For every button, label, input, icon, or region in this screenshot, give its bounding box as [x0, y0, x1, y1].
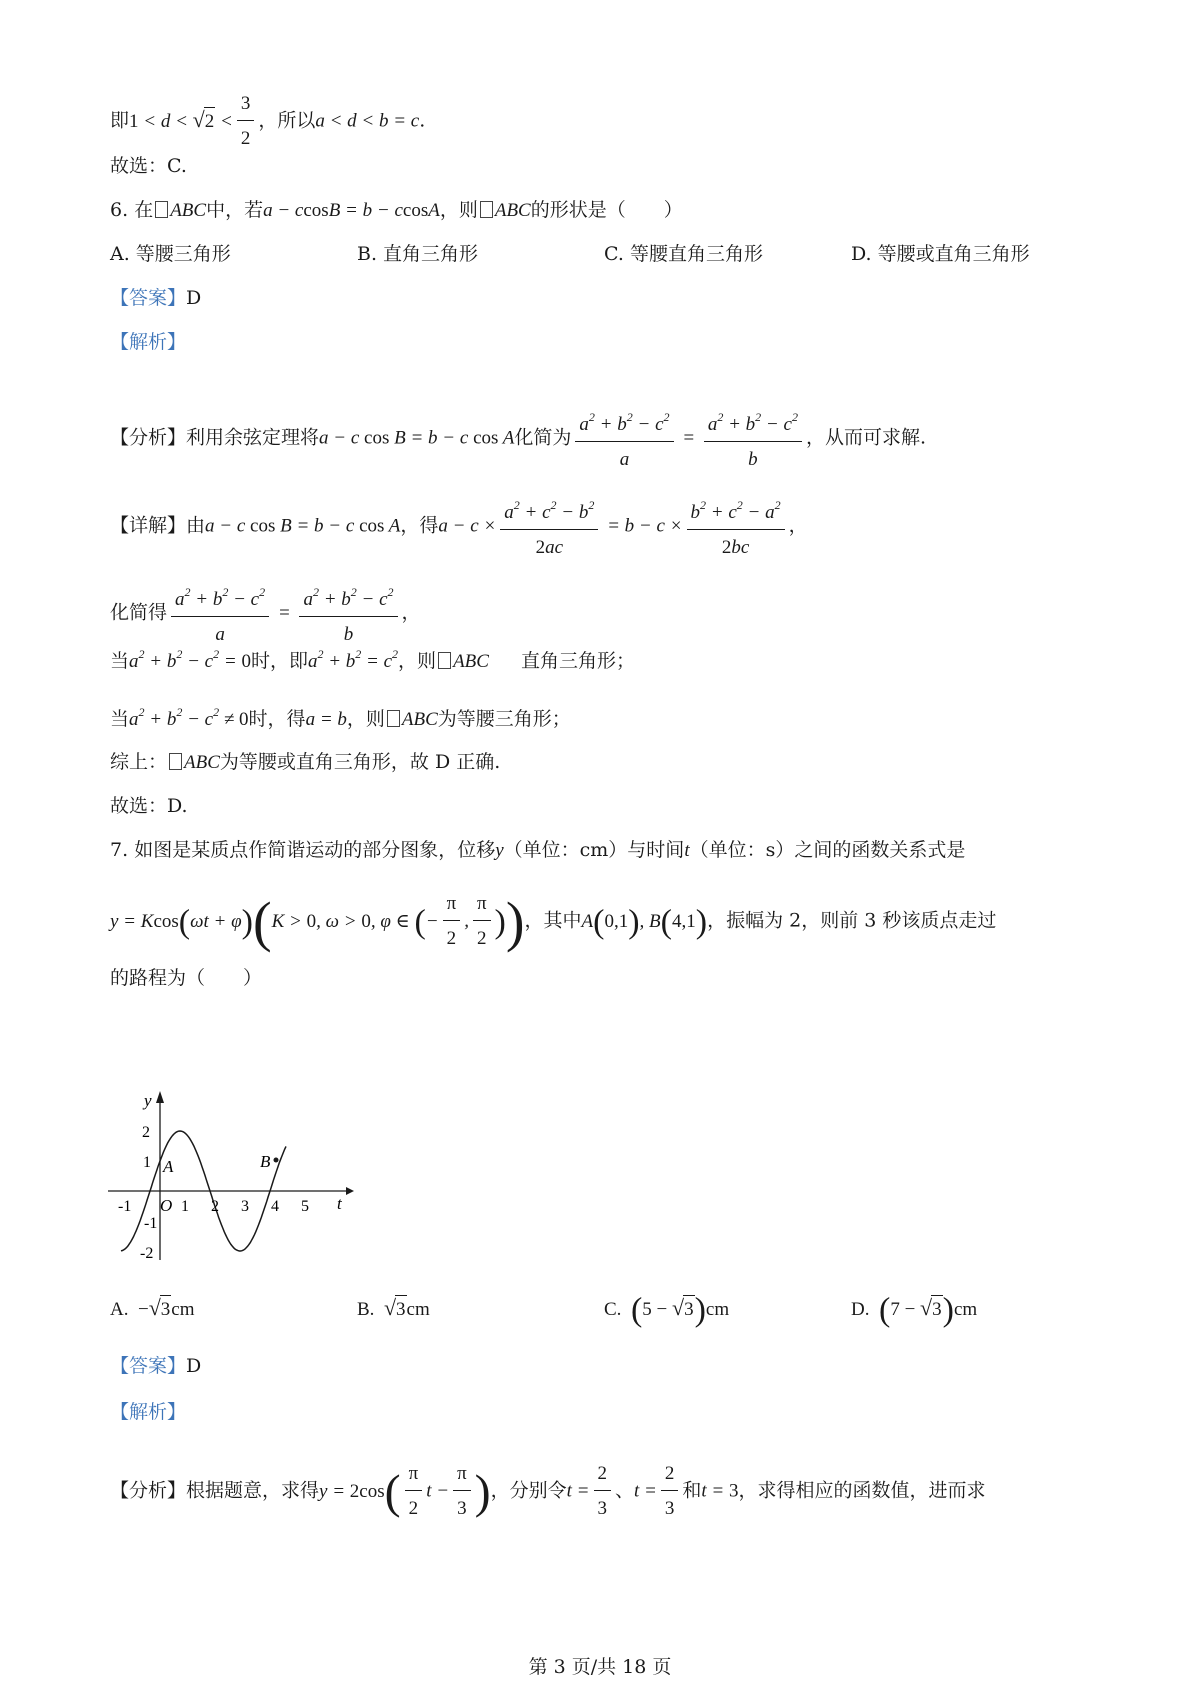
- triangle-symbol: [438, 652, 451, 669]
- x-axis-arrow: [346, 1187, 354, 1195]
- x-tick-minus-1: -1: [118, 1198, 132, 1215]
- x-tick-3: 3: [241, 1198, 249, 1215]
- q6-option-a: A. 等腰三角形: [110, 243, 231, 265]
- q7-option-d: D. (7 − √3)cm: [851, 1291, 978, 1329]
- xiangjie-6: 【详解】由a − c cos B = b − c cos A，得a − c × $\frac{a^2 + c^2 - b^2}{2ac}$ = b − c × $\frac{b^2 + c^2 - a^2}{2bc}$ ，: [110, 493, 808, 560]
- y-axis-arrow: [156, 1091, 164, 1103]
- simplify-line: 化简得 $\frac{a^2 + b^2 - c^2}{a}$ = $\frac{a^2 + b^2 - c^2}{b}$ ，: [110, 580, 421, 647]
- y-axis-label: y: [144, 1091, 152, 1110]
- q7-option-b: B. √3cm: [357, 1294, 430, 1324]
- point-a-label: A: [163, 1157, 174, 1176]
- question-7-line-3: 的路程为（ ）: [110, 967, 263, 989]
- analysis-6-tag: 【解析】: [110, 331, 187, 353]
- fenxi-7: 【分析】根据题意，求得y = 2cos( $\frac{\pi}{2}$ t − $\frac{\pi}{3}$ )，分别令t = $\frac{2}{3}$ 、t = $\frac{2}{3}$ 和t = 3，求得相应的函数值，进而求: [110, 1463, 986, 1519]
- y-tick-2: 2: [142, 1124, 150, 1141]
- triangle-symbol: [387, 710, 400, 727]
- q7-option-a: A. −√3cm: [110, 1294, 195, 1324]
- triangle-symbol: [155, 201, 168, 218]
- analysis-7-tag: 【解析】: [110, 1401, 187, 1423]
- harmonic-motion-graph: [108, 1085, 368, 1265]
- answer-tag: 【答案】: [110, 287, 187, 309]
- inequality-formula: 1 < d < √2 <: [129, 111, 233, 132]
- y-tick-minus-2: -2: [140, 1245, 154, 1262]
- y-tick-minus-1: -1: [144, 1215, 158, 1232]
- triangle-symbol: [169, 753, 182, 770]
- summary-line: 综上： ABC为等腰或直角三角形，故 D 正确.: [110, 751, 501, 773]
- answer-choice-d: 故选：D.: [110, 795, 188, 817]
- origin-label: O: [160, 1196, 173, 1215]
- x-tick-2: 2: [211, 1198, 219, 1215]
- answer-choice-c: 故选：C.: [110, 155, 187, 177]
- x-tick-5: 5: [301, 1198, 309, 1215]
- fraction-3-2: $\frac{3}{2}$: [237, 92, 255, 151]
- case-1-line: 当$a^2 + b^2 - c^2 = 0$时，即$a^2 + b^2 = c^2$，则 ABC 直角三角形；: [110, 647, 635, 672]
- question-7-line-2: y = Kcos(ωt + φ)(K > 0, ω > 0, φ ∈ (− $\frac{\pi}{2}$ , $\frac{\pi}{2}$ ))，其中A(0,1), B(4,1)，振幅为 2，则前 3 秒该质点走过: [110, 891, 997, 954]
- line-inequality: 即1 < d < √2 < $\frac{3}{2}$ ，所以a < d < b = c.: [110, 93, 426, 149]
- x-axis-label: t: [337, 1194, 342, 1213]
- x-tick-1: 1: [181, 1198, 189, 1215]
- point-b-marker: [274, 1158, 279, 1163]
- answer-7: 【答案】D: [110, 1355, 202, 1377]
- conclusion-formula: a < d < b = c: [315, 110, 420, 132]
- y-tick-1: 1: [143, 1154, 151, 1171]
- point-b-label: B: [260, 1152, 271, 1171]
- fenxi-6: 【分析】利用余弦定理将a − c cos B = b − c cos A化简为 $\frac{a^2 + b^2 - c^2}{a}$ = $\frac{a^2 + b^2 - c^2}{b}$ ，从而可求解.: [110, 405, 926, 472]
- q6-option-d: D. 等腰或直角三角形: [851, 243, 1030, 265]
- x-tick-4: 4: [271, 1198, 279, 1215]
- condition-formula: a − ccosB = b − ccosA: [263, 200, 440, 221]
- page-footer: 第 3 页/共 18 页: [528, 1656, 672, 1678]
- question-6: 6. 在 ABC中，若a − ccosB = b − ccosA，则 ABC的形状是（ ）: [110, 199, 683, 221]
- q7-option-c: C. (5 − √3)cm: [604, 1291, 730, 1329]
- answer-tag: 【答案】: [110, 1355, 187, 1377]
- answer-6: 【答案】D: [110, 287, 202, 309]
- question-7-line-1: 7. 如图是某质点作简谐运动的部分图象，位移y（单位：cm）与时间t（单位：s）之间的函数关系式是: [110, 839, 966, 861]
- triangle-symbol: [480, 201, 493, 218]
- q6-option-c: C. 等腰直角三角形: [604, 243, 763, 265]
- q6-option-b: B. 直角三角形: [357, 243, 479, 265]
- case-2-line: 当$a^2 + b^2 - c^2 \ne 0$时，得a = b，则 ABC为等腰三角形；: [110, 705, 571, 730]
